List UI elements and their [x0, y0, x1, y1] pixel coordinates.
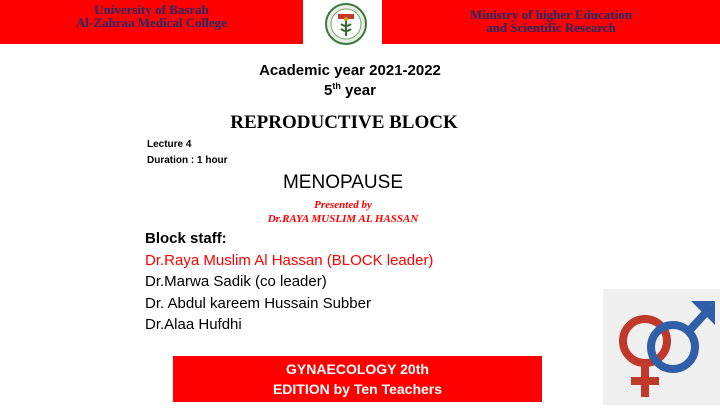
- staff-heading: Block staff:: [145, 230, 227, 247]
- lecture-duration: Duration : 1 hour: [147, 155, 228, 166]
- college-seal-icon: [323, 2, 369, 46]
- lecture-topic: MENOPAUSE: [282, 172, 403, 193]
- lecture-number: Lecture 4: [147, 139, 192, 150]
- gender-symbol-image: [603, 289, 720, 405]
- staff-member: Dr.Raya Muslim Al Hassan (BLOCK leader): [145, 251, 434, 269]
- academic-year: Academic year 2021-2022: [259, 62, 441, 79]
- year-suffix: th: [332, 81, 341, 91]
- university-name: University of Basrah: [94, 2, 209, 17]
- staff-member: Dr.Marwa Sadik (co leader): [145, 273, 327, 290]
- header-left-banner: [0, 0, 303, 44]
- block-staff: [145, 228, 433, 336]
- ministry-subtitle: and Scientific Research: [486, 20, 616, 35]
- presenter-block: [0, 198, 686, 226]
- header-right-banner: [382, 0, 720, 44]
- year-number: 5: [324, 82, 333, 99]
- presented-by-label: Presented by: [314, 199, 372, 211]
- male-female-symbol-icon: [603, 289, 720, 405]
- lecture-info: [147, 137, 228, 169]
- reference-line-1: GYNAECOLOGY 20th: [286, 361, 429, 377]
- ministry-name: Ministry of higher Education: [470, 7, 632, 22]
- block-title: REPRODUCTIVE BLOCK: [230, 112, 458, 133]
- staff-member: Dr.Alaa Hufdhi: [145, 316, 242, 333]
- college-logo: [322, 2, 370, 46]
- presenter-name: Dr.RAYA MUSLIM AL HASSAN: [267, 213, 419, 225]
- year-word: year: [340, 82, 376, 99]
- reference-line-2: EDITION by Ten Teachers: [272, 381, 443, 397]
- reference-book-box: [173, 356, 542, 402]
- college-name: Al-Zahraa Medical College: [76, 15, 227, 30]
- staff-member: Dr. Abdul kareem Hussain Subber: [145, 294, 371, 312]
- year-level: [0, 82, 700, 99]
